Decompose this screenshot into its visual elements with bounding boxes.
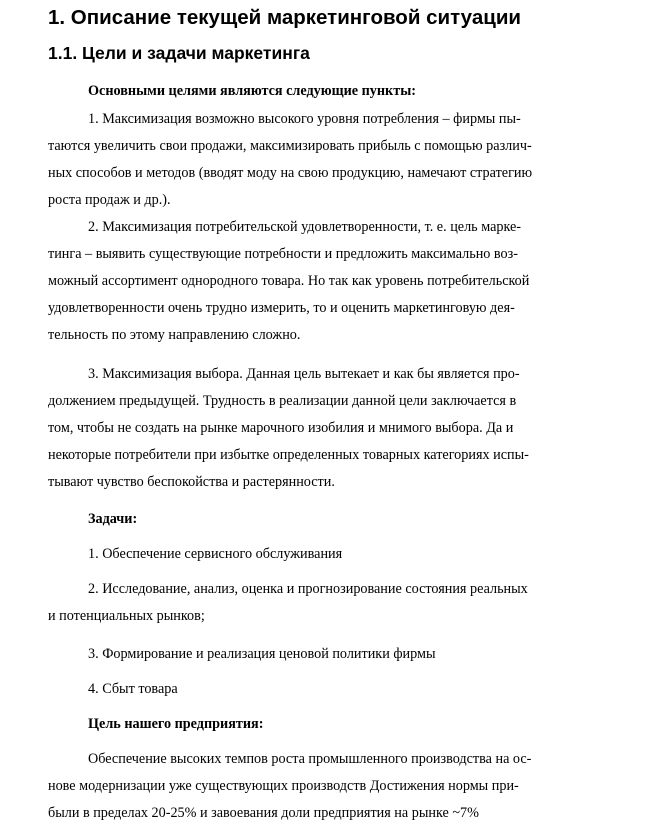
enterprise-goal-heading-text: Цель нашего предприятия:: [88, 716, 264, 732]
goal-paragraph-3: [48, 361, 608, 496]
paragraph-line: том, чтобы не создать на рынке марочного изобилия и мнимого выбора. Да и: [48, 420, 514, 436]
paragraph-line: таются увеличить свои продажи, максимизировать прибыль с помощью различ-: [48, 138, 532, 154]
paragraph-line: некоторые потребители при избытке определенных товарных категориях испы-: [48, 447, 529, 463]
list-item: 1. Обеспечение сервисного обслуживания: [88, 546, 343, 562]
paragraph-line: ных способов и методов (вводят моду на свою продукцию, намечают стратегию: [48, 165, 533, 181]
paragraph-line: 1. Максимизация возможно высокого уровня потребления – фирмы пы-: [88, 111, 521, 127]
task-item-4: [48, 676, 608, 703]
task-item-3: [48, 641, 608, 668]
paragraph-line: 2. Максимизация потребительской удовлетворенности, т. е. цель марке-: [88, 219, 522, 235]
paragraph-line: нове модернизации уже существующих производств Достижения нормы при-: [48, 778, 519, 794]
goals-heading-text: Основными целями являются следующие пункты:: [88, 83, 417, 99]
paragraph-line: были в пределах 20-25% и завоевания доли предприятия на рынке ~7%: [48, 805, 479, 821]
tasks-heading-text: Задачи:: [88, 511, 138, 527]
subsection-heading: 1.1. Цели и задачи маркетинга: [48, 43, 310, 63]
paragraph-line: роста продаж и др.).: [48, 192, 171, 208]
list-item: 4. Сбыт товара: [88, 681, 178, 697]
list-item: 2. Исследование, анализ, оценка и прогнозирование состояния реальных: [88, 581, 528, 597]
paragraph-line: удовлетворенности очень трудно измерить, то и оценить маркетинговую дея-: [48, 300, 515, 316]
paragraph-line: можный ассортимент однородного товара. Но так как уровень потребительской: [48, 273, 530, 289]
task-item-1: [48, 541, 608, 568]
paragraph-line: тинга – выявить существующие потребности и предложить максимально воз-: [48, 246, 518, 262]
paragraph-line: 3. Максимизация выбора. Данная цель вытекает и как бы является про-: [88, 366, 520, 382]
paragraph-line: Обеспечение высоких темпов роста промышленного производства на ос-: [88, 751, 532, 767]
paragraph-line: тельность по этому направлению сложно.: [48, 327, 301, 343]
enterprise-goal-paragraph: [48, 746, 608, 827]
goal-paragraph-1: [48, 106, 608, 214]
task-item-2: [48, 576, 608, 630]
enterprise-goal-heading: [48, 711, 608, 738]
tasks-heading: [48, 506, 608, 533]
goal-paragraph-2: [48, 214, 608, 349]
goals-heading: [48, 78, 608, 105]
section-heading: 1. Описание текущей маркетинговой ситуации: [48, 6, 522, 29]
paragraph-line: должением предыдущей. Трудность в реализации данной цели заключается в: [48, 393, 517, 409]
paragraph-line: тывают чувство беспокойства и растерянности.: [48, 474, 335, 490]
list-item-continuation: и потенциальных рынков;: [48, 608, 205, 624]
list-item: 3. Формирование и реализация ценовой политики фирмы: [88, 646, 436, 662]
